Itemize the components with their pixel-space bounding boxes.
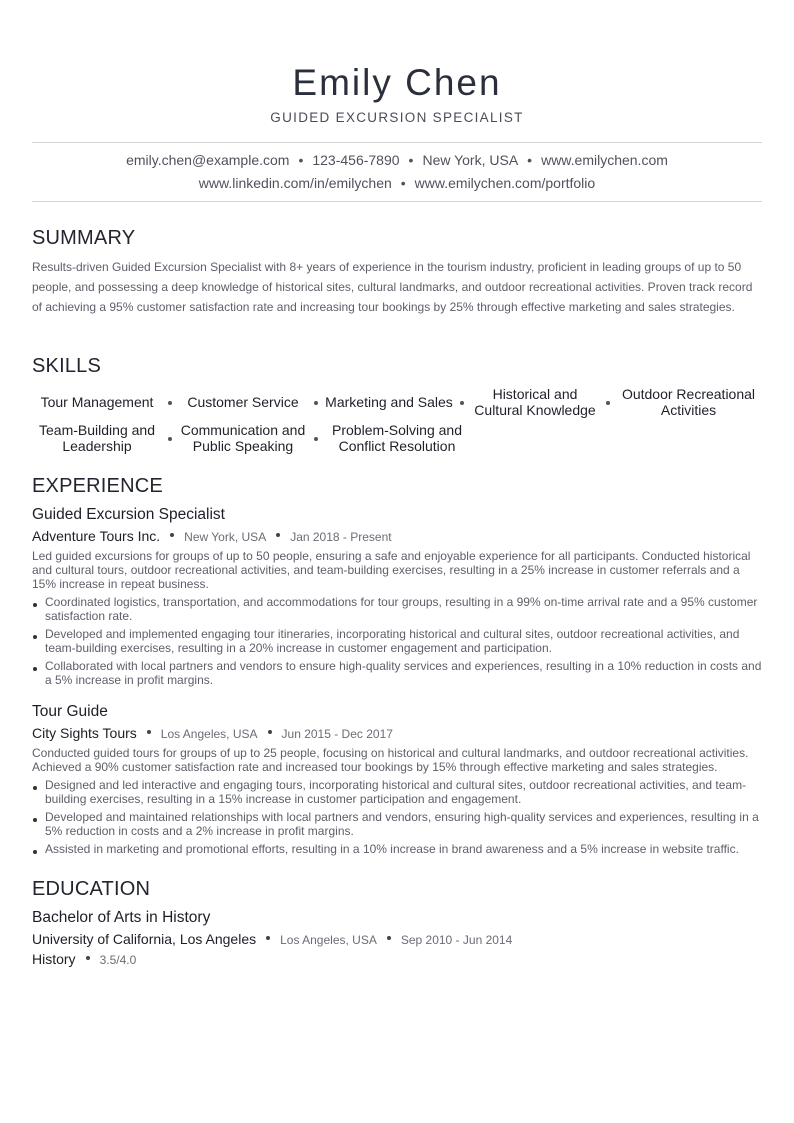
linkedin-link[interactable]: www.linkedin.com/in/emilychen: [198, 175, 392, 191]
education-field-line: [32, 951, 136, 967]
job-location: New York, USA: [184, 530, 267, 544]
bullet-icon: [33, 667, 37, 671]
job-description: Led guided excursions for groups of up to 50 people, ensuring a safe and enjoyable experience for all participants. Conducted historical and cultural tours, outdoor recreational activities, and team-building exercises, resulting in a 25% increase in customer referrals and a 15% increase in repeat business.: [32, 549, 751, 591]
separator-dot: [170, 533, 174, 537]
separator-dot: •: [298, 152, 304, 168]
gpa-value: 3.5/4.0: [99, 953, 137, 967]
website-link[interactable]: www.emilychen.com: [541, 152, 668, 168]
education-org-line: [32, 931, 512, 947]
separator-dot: [266, 936, 270, 940]
skill-item: Marketing and Sales: [325, 394, 453, 410]
list-item: [32, 595, 762, 623]
skill-item: Communication and Public Speaking: [180, 422, 306, 454]
separator-dot: •: [400, 175, 406, 191]
location-text: New York, USA: [422, 152, 519, 168]
contact-line-1: [0, 152, 794, 168]
skill-separator-dot: [314, 401, 318, 405]
skill-separator-dot: [314, 437, 318, 441]
experience-heading: EXPERIENCE: [32, 475, 163, 497]
bullet-text: Collaborated with local partners and vendors to ensure high-quality services and experiences, resulting in a 10% reduction in costs and a 5% increase in profit margins.: [45, 659, 762, 687]
separator-dot: [86, 956, 90, 960]
skill-separator-dot: [168, 437, 172, 441]
job-title: Guided Excursion Specialist: [32, 506, 225, 523]
education-heading: EDUCATION: [32, 878, 151, 900]
bullet-icon: [33, 786, 37, 790]
school-name: University of California, Los Angeles: [32, 931, 257, 947]
summary-heading: SUMMARY: [32, 227, 136, 249]
job-bullet-list: [32, 778, 762, 860]
school-location: Los Angeles, USA: [280, 933, 377, 947]
company-name: Adventure Tours Inc.: [32, 528, 161, 544]
skills-heading: SKILLS: [32, 355, 102, 377]
bullet-text: Developed and maintained relationships with local partners and vendors, ensuring high-quality services and experiences, resulting in a 5% reduction in costs and a 2% increase in profit margins.: [45, 810, 759, 838]
list-item: [32, 810, 762, 838]
bullet-icon: [33, 603, 37, 607]
separator-dot: [268, 730, 272, 734]
bullet-text: Coordinated logistics, transportation, and accommodations for tour groups, resulting in a 99% on-time arrival rate and a 95% customer satisfaction rate.: [45, 595, 758, 623]
education-dates: Sep 2010 - Jun 2014: [400, 933, 513, 947]
job-bullet-list: [32, 595, 762, 691]
list-item: [32, 842, 762, 856]
job-title: Tour Guide: [32, 703, 108, 720]
summary-text: Results-driven Guided Excursion Specialist with 8+ years of experience in the tourism industry, proficient in leading groups of up to 50 people, and possessing a deep knowledge of historical sites, cultural landmarks, and outdoor recreational activities. Proven track record of achieving a 95% customer satisfaction rate and increasing tour bookings by 25% through effective marketing and sales strategies.: [32, 260, 753, 314]
candidate-title: GUIDED EXCURSION SPECIALIST: [270, 110, 524, 125]
list-item: [32, 778, 762, 806]
skill-item: Historical and Cultural Knowledge: [474, 386, 596, 418]
skill-separator-dot: [460, 401, 464, 405]
separator-dot: •: [408, 152, 414, 168]
bullet-text: Designed and led interactive and engaging tours, incorporating historical and cultural sites, outdoor recreational activities, and team-building exercises, resulting in a 15% increase in customer participation and engagement.: [45, 778, 747, 806]
skill-separator-dot: [606, 401, 610, 405]
job-description: Conducted guided tours for groups of up to 25 people, focusing on historical and cultural landmarks, and outdoor recreational activities. Achieved a 90% customer satisfaction rate and increased tour bookings by 15% through effective marketing and sales strategies.: [32, 746, 749, 774]
email-link[interactable]: emily.chen@example.com: [126, 152, 290, 168]
company-name: City Sights Tours: [32, 725, 137, 741]
skill-item: Outdoor Recreational Activities: [621, 386, 756, 418]
list-item: [32, 627, 762, 655]
bullet-text: Assisted in marketing and promotional efforts, resulting in a 10% increase in brand awareness and a 5% increase in website traffic.: [45, 842, 739, 856]
bullet-icon: [33, 850, 37, 854]
header-divider-bottom: [32, 201, 762, 202]
phone-number: 123-456-7890: [312, 152, 400, 168]
candidate-name: Emily Chen: [292, 62, 502, 103]
skill-item: Tour Management: [40, 394, 154, 410]
separator-dot: •: [527, 152, 533, 168]
contact-line-2: [0, 175, 794, 191]
job-org-line: [32, 725, 393, 741]
skill-separator-dot: [168, 401, 172, 405]
bullet-text: Developed and implemented engaging tour itineraries, incorporating historical and cultural sites, outdoor recreational activities, and team-building exercises, resulting in a 20% increase in customer engagement and participation.: [45, 627, 740, 655]
field-of-study: History: [32, 951, 76, 967]
skill-item: Customer Service: [187, 394, 299, 410]
header-divider-top: [32, 142, 762, 143]
list-item: [32, 659, 762, 687]
bullet-icon: [33, 635, 37, 639]
skill-item: Problem-Solving and Conflict Resolution: [332, 422, 462, 454]
portfolio-link[interactable]: www.emilychen.com/portfolio: [414, 175, 596, 191]
job-dates: Jun 2015 - Dec 2017: [281, 727, 393, 741]
separator-dot: [147, 730, 151, 734]
skill-item: Team-Building and Leadership: [39, 422, 155, 454]
job-org-line: [32, 528, 392, 544]
job-location: Los Angeles, USA: [160, 727, 258, 741]
job-dates: Jan 2018 - Present: [290, 530, 392, 544]
separator-dot: [276, 533, 280, 537]
bullet-icon: [33, 818, 37, 822]
separator-dot: [387, 936, 391, 940]
degree-title: Bachelor of Arts in History: [32, 909, 211, 926]
